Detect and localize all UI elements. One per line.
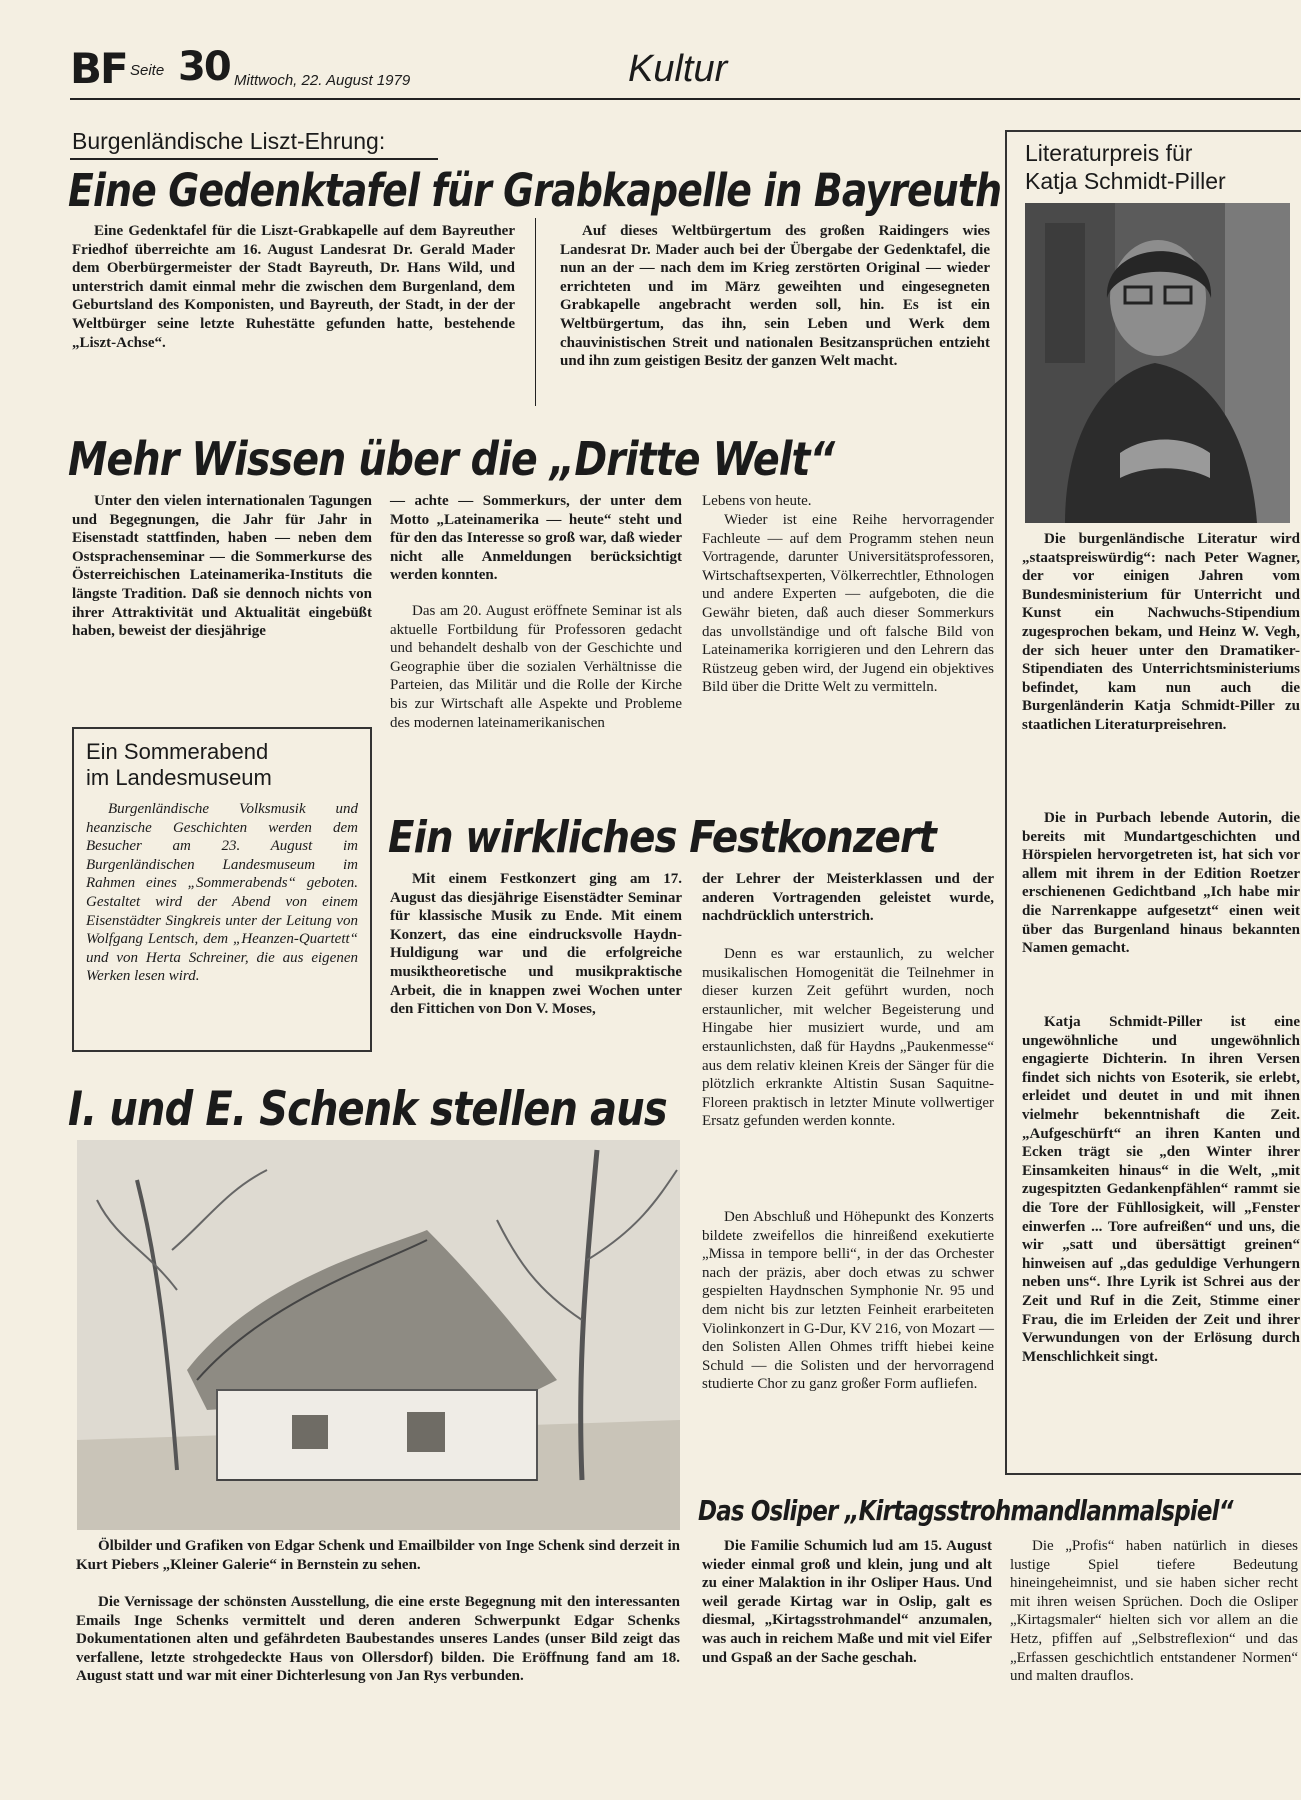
event-box-title-line1: Ein Sommerabend [86, 739, 269, 764]
page-number: 30 [178, 44, 230, 90]
article5-headline: Das Osliper „Kirtagsstrohmandlanmalspiel“ [698, 1494, 1233, 1527]
article3-col2-intro: der Lehrer der Meisterklassen und der anderen Vortragenden geleistet wurde, nachdrücklich unterstrich. [702, 871, 994, 925]
page-label: Seite [130, 62, 165, 79]
event-box-text: Burgenländische Volksmusik und heanzische Geschichten werden dem Besucher am 23. August im Burgenländischen Landesmuseum im Rahmen eines „Sommerabends“ geboten. Gestaltet wird der Abend von einem Eisenstädter Singkreis unter der Leitung von Wolfgang Lentsch, dem „Heanzen-Quartett“ und von Herta Schreiner, die aus eigenen Werken lesen wird. [86, 801, 358, 985]
column-divider [535, 218, 536, 406]
article4-paragraph-1: Ölbilder und Grafiken von Edgar Schenk und Emailbilder von Inge Schenk sind derzeit in Kurt Piebers „Kleiner Galerie“ in Bernstein zu sehen. [76, 1538, 680, 1573]
article2-col3-body: Wieder ist eine Reihe hervorragender Fachleute — auf dem Programm stehen neun Vortragende, darunter Universitätsprofessoren, Wirtschaftsexperten, Völkerrechtler, Ethnologen und andere Experten — aufgeboten, die die Gewähr bieten, daß auch dieser Sommerkurs das unvollständige und oft falsche Bild von Lateinamerika korrigieren und den Lehrern das Rüstzeug geben wird, der Jugend ein objektives Bild über die Dritte Welt zu vermitteln. [702, 512, 994, 696]
article2-col1: Unter den vielen internationalen Tagungen und Begegnungen, die Jahr für Jahr in Eisenstadt stattfinden, haben — neben dem Ostsprachenseminar — die Sommerkurse des Österreichischen Lateinamerika-Instituts die längste Tradition. Daß sie dennoch nichts von ihrer Attraktivität und Aktualität eingebüßt haben, beweist der diesjährige [72, 493, 372, 640]
article2-headline: Mehr Wissen über die „Dritte Welt“ [68, 432, 835, 486]
article2-col3-intro: Lebens von heute. [702, 493, 812, 509]
article4-paragraph-2: Die Vernissage der schönsten Ausstellung, die eine erste Begegnung mit den interessanten Emails Inge Schenks vermittelt und deren anderen Schwerpunkt Edgar Schenks Dokumentationen alten und gefährdeten Baubestandes unseres Landes (unser Bild zeigt das verfallene, letzte strohgedeckte Haus von Ollersdorf) bilden. Die Eröffnung fand am 18. August statt und war mit einer Dichterlesung von Jan Rys verbunden. [76, 1594, 680, 1685]
author-portrait-photo [1025, 203, 1290, 523]
header-rule [70, 98, 1300, 100]
article4-headline: I. und E. Schenk stellen aus [68, 1082, 667, 1137]
article3-col2-body: Denn es war erstaunlich, zu welcher musikalischen Homogenität die Teilnehmer in dieser kurzen Zeit geführt wurden, noch erstaunlicher, mit welcher Begeisterung und Hingabe hier musiziert wurde, und am erstaunlichsten, daß für Haydns „Paukenmesse“ aus dem relativ kleinen Kreis der Sänger für die plötzlich erkrankte Altistin Susan Saquitne-Floreen praktisch in letzter Minute vollwertiger Ersatz gefunden werden konnte. [702, 946, 994, 1130]
article1-col2: Auf dieses Weltbürgertum des großen Raidingers wies Landesrat Dr. Mader auch bei der Übergabe der Gedenktafel, die nun an der — nach dem im Krieg zerstörten Original — wieder errichteten und im März geweihten und eingesegneten Grabkapelle angebracht werden soll, hin. Es ist ein Weltbürgertum, das ihn, sein Leben und Werk dem chauvinistischen Streit und nationalen Besitzansprüchen entzieht und ihn zum geistigen Besitz der ganzen Welt macht. [560, 223, 990, 370]
sidebar-title-line2: Katja Schmidt-Piller [1025, 168, 1226, 194]
article5-col2: Die „Profis“ haben natürlich in dieses lustige Spiel tiefere Bedeutung hineingeheimnist, und sie haben sicher recht mit ihren weisen Sprüchen. Doch die Osliper „Kirtagsmaler“ hielten sich vor allem an die Hetz, pfiffen auf „Selbstreflexion“ und das „Erfassen geschichtlich entstandener Normen“ und malten drauflos. [1010, 1538, 1298, 1685]
article3-headline: Ein wirkliches Festkonzert [388, 812, 936, 863]
article1-headline: Eine Gedenktafel für Grabkapelle in Bayreuth [68, 164, 1002, 217]
kicker-underline [70, 158, 438, 160]
event-box-title-line2: im Landesmuseum [86, 765, 272, 790]
article3-col2-end: Den Abschluß und Höhepunkt des Konzerts bildete zweifellos die hinreißend exekutierte „Missa in tempore belli“, in der das Orchester nach der präzis, aber doch etwas zu schwer gespielten Haydnschen Symphonie Nr. 95 und dem nicht bis zur letzten Feinheit erarbeiteten Violinkonzert in G-Dur, KV 216, von Mozart — den Solisten Allen Ohmes trifft hiebei keine Schuld — die Solisten und der hervorragend studierte Chor zu ganz großer Form aufliefen. [702, 1209, 994, 1393]
sidebar-paragraph-2: Die in Purbach lebende Autorin, die bereits mit Mundartgeschichten und Hörspielen hervorgetreten ist, hat sich vor allem mit ihrem in der Edition Roetzer erschienenen Gedichtband „Ich habe mir die Narrenkappe aufgesetzt“ einen weit über das Burgenland hinaus bekannten Namen gemacht. [1022, 810, 1300, 957]
sidebar-paragraph-3: Katja Schmidt-Piller ist eine ungewöhnliche und ungewöhnlich engagierte Dichterin. In ihren Versen findet sich nichts von Esoterik, sie erlebt, erleidet und deutet in und mit ihnen vielmehr bekenntnishaft die Zeit. „Aufgeschürft“ an ihren Kanten und Ecken trägt sie „den Winter ihrer Einsamkeiten hinaus“ in die Welt, „mit zugespitzten Gedankenpfählen“ rammt sie die Tore der Fühllosigkeit, will „Fenster einwerfen ... Tore aufreißen“ und uns, die wir „satt und übersättigt greinen“ hinweisen auf „das geduldige Verhungern neben uns“. Ihre Lyrik ist Schrei aus der Zeit und Ruf in die Zeit, Stimme einer Frau, die im Erleiden der Zeit und ihrer Verwundungen von der Erlösung durch Menschlichkeit singt. [1022, 1014, 1300, 1365]
exhibition-painting [77, 1140, 680, 1530]
section-title: Kultur [628, 48, 728, 90]
logo: BF [70, 44, 127, 93]
article5-col1: Die Familie Schumich lud am 15. August wieder einmal groß und klein, jung und alt zu einer Malaktion in ihr Osliper Haus. Und weil gerade Kirtag war in Oslip, galt es diesmal, „Kirtagsstrohmandel“ anzumalen, was auch in reichem Maße und mit viel Eifer und Gspaß an der Sache geschah. [702, 1538, 992, 1666]
article2-col2-body: Das am 20. August eröffnete Seminar ist als aktuelle Fortbildung für Professoren gedacht und behandelt deshalb von der Geschichte und Geographie über die sozialen Verhältnisse die Parteien, das Militär und die Rolle der Kirche bis zur Wirtschaft alle Aspekte und Probleme des modernen lateinamerikanischen [390, 603, 682, 731]
sidebar-paragraph-1: Die burgenländische Literatur wird „staatspreiswürdig“: nach Peter Wagner, der vor einigen Jahren vom Bundesministerium für Unterricht und Kunst ein Nachwuchs-Stipendium zugesprochen bekam, und Heinz W. Vegh, der sich heuer unter den Dramatiker-Stipendiaten des Unterrichtsministeriums befindet, kam nun auch die Burgenländerin Katja Schmidt-Piller zu staatlichen Literaturpreisehren. [1022, 531, 1300, 733]
article1-kicker: Burgenländische Liszt-Ehrung: [72, 128, 386, 154]
sidebar-title-line1: Literaturpreis für [1025, 140, 1193, 166]
article2-col2-intro: — achte — Sommerkurs, der unter dem Motto „Lateinamerika — heute“ steht und für den das Interesse so groß war, daß wieder nicht alle Anmeldungen berücksichtigt werden konnten. [390, 493, 682, 584]
article3-col1: Mit einem Festkonzert ging am 17. August das diesjährige Eisenstädter Seminar für klassische Musik zu Ende. Mit einem Konzert, das eine eindrucksvolle Haydn-Huldigung war und die erfolgreiche musiktheoretische und musikpraktische Arbeit, die in knappen zwei Wochen unter den Fittichen von Don V. Moses, [390, 871, 682, 1018]
issue-date: Mittwoch, 22. August 1979 [234, 72, 411, 89]
article1-col1: Eine Gedenktafel für die Liszt-Grabkapelle auf dem Bayreuther Friedhof überreichte am 16. August Landesrat Dr. Gerald Mader dem Oberbürgermeister der Stadt Bayreuth, Dr. Hans Wild, und unterstrich damit einmal mehr die zwischen dem Burgenland, dem Geburtsland des Komponisten, und Bayreuth, der Stadt, in der der Weltbürger seine letzte Ruhestätte gefunden hatte, bestehende „Liszt-Achse“. [72, 223, 515, 351]
